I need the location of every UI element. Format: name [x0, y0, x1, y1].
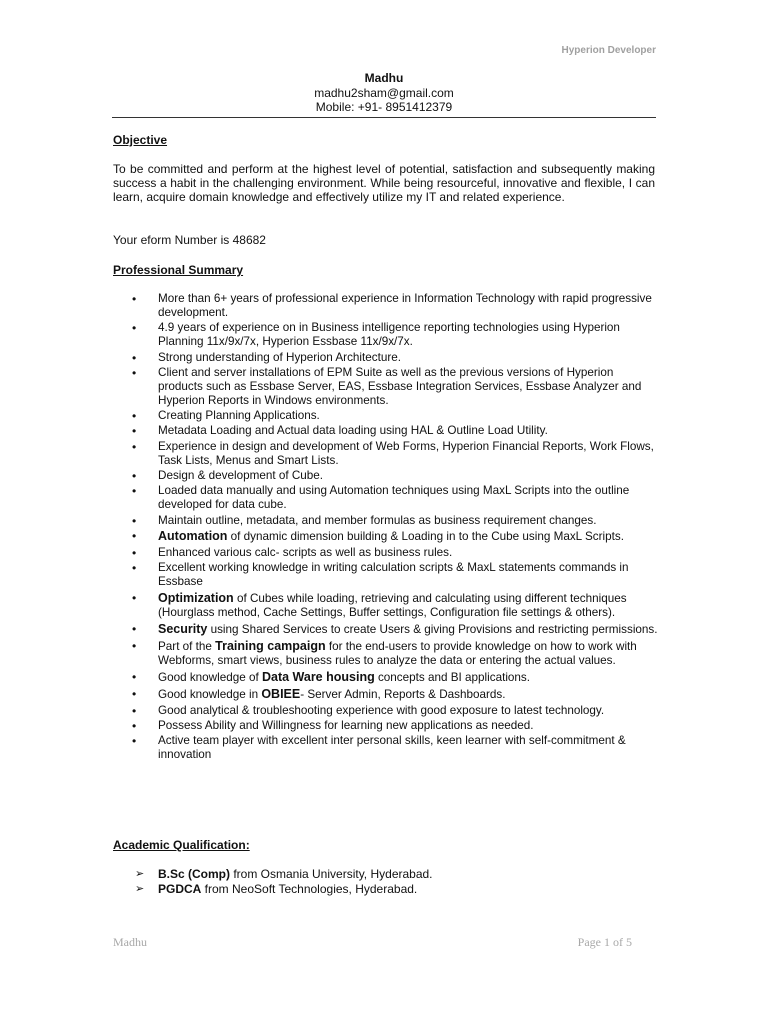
- academic-list: [113, 867, 658, 896]
- summary-item-highlight: Optimization: [158, 590, 234, 605]
- summary-item: • Excellent working knowledge in writing calculation scripts & MaxL statements commands in Essbase: [113, 561, 658, 589]
- summary-item: • Metadata Loading and Actual data loading using HAL & Outline Load Utility.: [113, 424, 658, 438]
- summary-item: • Security using Shared Services to create Users & giving Provisions and restricting permissions.: [113, 622, 658, 637]
- email-address: madhu2sham@gmail.com: [314, 85, 454, 100]
- summary-item: • Possess Ability and Willingness for learning new applications as needed.: [113, 719, 658, 733]
- summary-item-highlight: Security: [158, 621, 208, 636]
- summary-item: • Creating Planning Applications.: [113, 409, 658, 423]
- header-divider: [112, 117, 656, 118]
- summary-item: • Good analytical & troubleshooting experience with good exposure to latest technology.: [113, 704, 658, 718]
- summary-item-highlight: Automation: [158, 528, 228, 543]
- summary-item: • Automation of dynamic dimension building & Loading in to the Cube using MaxL Scripts.: [113, 529, 658, 544]
- header-job-title: Hyperion Developer: [561, 45, 656, 56]
- summary-item-highlight: Training campaign: [215, 638, 326, 653]
- summary-item: • More than 6+ years of professional experience in Information Technology with rapid progressive development.: [113, 292, 658, 320]
- summary-item: • Loaded data manually and using Automation techniques using MaxL Scripts into the outline developed for data cube.: [113, 484, 658, 512]
- summary-item: • Part of the Training campaign for the end-users to provide knowledge on how to work with Webforms, smart views, business rules to analyze the data or entering the actual values.: [113, 639, 658, 668]
- arrow-bullet-icon: ➢: [135, 868, 145, 880]
- summary-item: • Design & development of Cube.: [113, 469, 658, 483]
- summary-item-highlight: OBIEE: [261, 686, 301, 701]
- academic-heading: Academic Qualification:: [113, 838, 250, 852]
- academic-item: ➢ PGDCA from NeoSoft Technologies, Hyderabad.: [135, 881, 418, 896]
- summary-item: • Optimization of Cubes while loading, retrieving and calculating using different techniques (Hourglass method, Cache Settings, Buffer settings, Configuration file settings & others).: [113, 591, 658, 620]
- summary-item: • Active team player with excellent inter personal skills, keen learner with self-commitment & innovation: [113, 734, 658, 762]
- arrow-bullet-icon: ➢: [135, 882, 145, 895]
- summary-item: • Good knowledge in OBIEE- Server Admin, Reports & Dashboards.: [113, 687, 658, 702]
- objective-heading: Objective: [113, 133, 168, 147]
- summary-list: [113, 292, 658, 763]
- professional-summary-heading: Professional Summary: [113, 263, 244, 277]
- candidate-name: Madhu: [364, 71, 404, 85]
- summary-item: • Enhanced various calc- scripts as well as business rules.: [113, 546, 658, 560]
- footer-name: Madhu: [113, 935, 147, 949]
- summary-item: • Good knowledge of Data Ware housing concepts and BI applications.: [113, 670, 658, 685]
- summary-item: • Experience in design and development of Web Forms, Hyperion Financial Reports, Work Flows, Task Lists, Menus and Smart Lists.: [113, 440, 658, 468]
- summary-item: • Maintain outline, metadata, and member formulas as business requirement changes.: [113, 514, 658, 528]
- summary-item: • 4.9 years of experience on in Business intelligence reporting technologies using Hyperion Planning 11x/9x/7x, Hyperion Essbase 11x/9x/7x.: [113, 321, 658, 349]
- objective-text: To be committed and perform at the highest level of potential, satisfaction and subsequently making success a habit in the challenging environment. While being resourceful, innovative and flexible, I can learn, acquire domain knowledge and effectively utilize my IT and related experience.: [113, 162, 655, 204]
- footer-page-number: Page 1 of 5: [577, 935, 632, 949]
- mobile-number: Mobile: +91- 8951412379: [315, 100, 453, 114]
- eform-number: Your eform Number is 48682: [113, 233, 266, 247]
- summary-item-highlight: Data Ware housing: [261, 669, 375, 684]
- academic-item: ➢ B.Sc (Comp) from Osmania University, Hyderabad.: [135, 867, 433, 881]
- summary-item: • Client and server installations of EPM Suite as well as the previous versions of Hyperion products such as Essbase Server, EAS, Essbase Integration Services, Essbase Analyzer and Hyperion Reports in Windows environments.: [113, 366, 658, 408]
- contact-block: [112, 71, 656, 115]
- summary-item: • Strong understanding of Hyperion Architecture.: [113, 351, 658, 365]
